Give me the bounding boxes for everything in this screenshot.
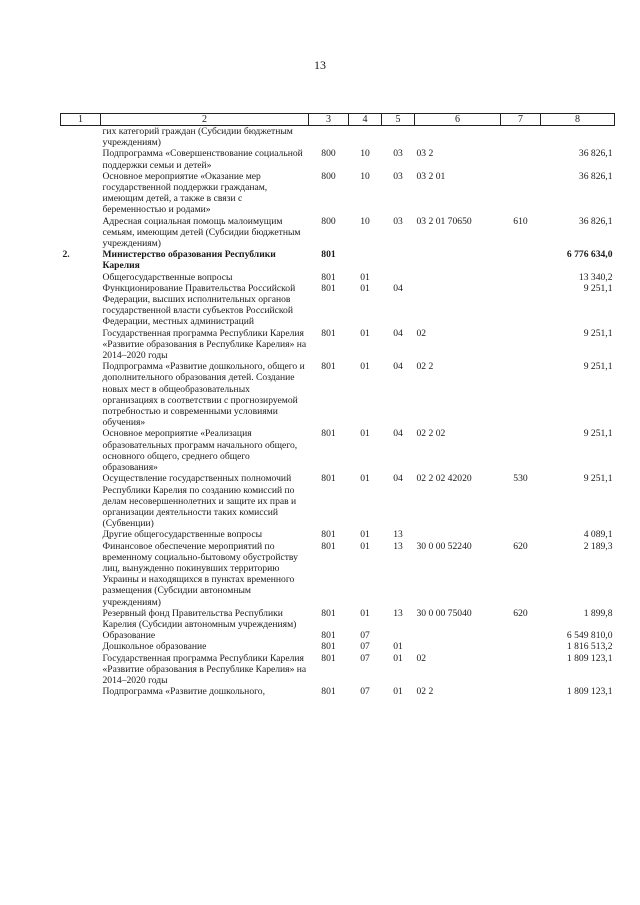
cell-c6	[415, 641, 501, 652]
cell-c1	[61, 148, 101, 170]
cell-c3: 801	[321, 327, 336, 339]
cell-c4: 07	[360, 641, 370, 653]
cell-c6	[415, 630, 501, 641]
cell-c3: 801	[321, 652, 336, 664]
cell-c3: 801	[321, 361, 336, 373]
cell-c3: 800	[321, 170, 336, 182]
cell-c7	[501, 328, 541, 362]
cell-c8: 4 089,1	[583, 529, 613, 541]
cell-c3: 801	[321, 249, 336, 261]
cell-c7	[501, 630, 541, 641]
cell-c4: 01	[360, 361, 370, 373]
cell-c8: 9 251,1	[583, 327, 613, 339]
cell-c3: 801	[321, 282, 336, 294]
cell-c4	[349, 249, 382, 271]
cell-c5: 04	[393, 361, 403, 373]
cell-c6	[415, 529, 501, 540]
cell-c7	[501, 641, 541, 652]
cell-c3: 801	[321, 529, 336, 541]
table-row	[61, 630, 615, 641]
cell-c4: 01	[360, 607, 370, 619]
cell-c8: 1 816 513,2	[566, 641, 613, 653]
cell-c6: 02 2	[416, 686, 434, 698]
cell-c6	[415, 126, 501, 149]
cell-c1	[61, 529, 101, 540]
cell-c5: 04	[393, 428, 403, 440]
cell-c2: Дошкольное образование	[102, 641, 207, 653]
cell-c7	[501, 148, 541, 170]
cell-c7	[501, 171, 541, 216]
cell-c1	[61, 171, 101, 216]
cell-c3: 801	[321, 607, 336, 619]
cell-c7: 620	[513, 607, 528, 619]
cell-c5: 01	[393, 652, 403, 664]
cell-c2: Общегосударственные вопросы	[102, 271, 233, 283]
cell-c8: 36 826,1	[578, 215, 613, 227]
cell-c1	[61, 630, 101, 641]
column-header: 8	[541, 114, 615, 126]
table-row	[61, 272, 615, 283]
cell-c7	[501, 428, 541, 473]
cell-c4: 01	[360, 529, 370, 541]
cell-c7	[501, 126, 541, 149]
table-row	[61, 361, 615, 428]
cell-c7: 620	[513, 540, 528, 552]
cell-c3: 801	[321, 271, 336, 283]
cell-c5: 04	[393, 282, 403, 294]
cell-c2: Подпрограмма «Совершенствование социальной поддержки семьи и детей»	[102, 148, 303, 171]
cell-c7	[501, 686, 541, 697]
cell-c1	[61, 126, 101, 149]
cell-c4: 01	[360, 540, 370, 552]
cell-c2: Функционирование Правительства Российской Федерации, высших исполнительных органов государственной власти субъектов Российской Федерации, местных администраций	[102, 282, 296, 328]
cell-c5: 03	[393, 215, 403, 227]
cell-c8: 1 809 123,1	[566, 686, 613, 698]
cell-c8: 6 776 634,0	[566, 249, 613, 261]
cell-c1: 2.	[62, 249, 70, 261]
cell-c6: 02 2 02 42020	[416, 473, 472, 485]
table-row	[61, 148, 615, 170]
cell-c4: 01	[360, 327, 370, 339]
cell-c7	[501, 249, 541, 271]
cell-c3: 801	[321, 428, 336, 440]
table-row	[61, 328, 615, 362]
cell-c8: 9 251,1	[583, 473, 613, 485]
cell-c6: 03 2 01 70650	[416, 215, 472, 227]
column-header: 5	[382, 114, 415, 126]
table-row	[61, 171, 615, 216]
table-row	[61, 216, 615, 250]
cell-c1	[61, 216, 101, 250]
cell-c3: 800	[321, 215, 336, 227]
cell-c6	[415, 283, 501, 328]
cell-c4: 10	[360, 215, 370, 227]
cell-c8: 2 189,3	[583, 540, 613, 552]
cell-c1	[61, 686, 101, 697]
cell-c1	[61, 608, 101, 630]
table-row	[61, 249, 615, 271]
cell-c2: Адресная социальная помощь малоимущим семьям, имеющим детей (Субсидии бюджетным учреждениям)	[102, 215, 301, 250]
table-row	[61, 126, 615, 149]
cell-c4: 07	[360, 630, 370, 642]
cell-c4: 07	[360, 686, 370, 698]
cell-c2: Государственная программа Республики Карелия «Развитие образования в Республике Карелия» на 2014–2020 годы	[102, 652, 307, 686]
cell-c7	[501, 283, 541, 328]
cell-c8: 36 826,1	[578, 148, 613, 160]
cell-c6	[415, 249, 501, 271]
cell-c1	[61, 283, 101, 328]
cell-c3: 801	[321, 630, 336, 642]
cell-c6: 30 0 00 75040	[416, 607, 472, 619]
cell-c3	[309, 126, 349, 149]
cell-c7: 610	[513, 215, 528, 227]
cell-c3: 800	[321, 148, 336, 160]
table-row	[61, 283, 615, 328]
cell-c8: 9 251,1	[583, 282, 613, 294]
cell-c5: 13	[393, 540, 403, 552]
cell-c6: 03 2 01	[416, 170, 446, 182]
table-row	[61, 641, 615, 652]
cell-c5	[382, 630, 415, 641]
table-body	[61, 126, 615, 698]
column-header: 1	[61, 114, 101, 126]
cell-c3: 801	[321, 473, 336, 485]
cell-c1	[61, 272, 101, 283]
cell-c6: 30 0 00 52240	[416, 540, 472, 552]
cell-c1	[61, 641, 101, 652]
header-row	[61, 114, 615, 126]
cell-c7	[501, 653, 541, 687]
cell-c4: 01	[360, 282, 370, 294]
cell-c2: Другие общегосударственные вопросы	[102, 529, 263, 541]
cell-c2: Осуществление государственных полномочий Республики Карелия по созданию комиссий по делам несовершеннолетних и защите их прав и организации деятельности таких комиссий (Субвенции)	[102, 473, 297, 530]
cell-c2: Резервный фонд Правительства Республики Карелия (Субсидии автономным учреждениям)	[102, 607, 297, 630]
cell-c5: 01	[393, 641, 403, 653]
cell-c5: 03	[393, 148, 403, 160]
cell-c8: 1 899,8	[583, 607, 613, 619]
cell-c2: Финансовое обеспечение мероприятий по временному социально-бытовому обустройству лиц, вынужденно покинувших территорию Украины и находящихся в пунктах временного размещения (Субсидии автономным учреждениям)	[102, 540, 298, 608]
cell-c7	[501, 361, 541, 428]
table-row	[61, 608, 615, 630]
cell-c6: 02	[416, 652, 427, 664]
cell-c2: Подпрограмма «Развитие дошкольного,	[102, 686, 266, 698]
cell-c5: 01	[393, 686, 403, 698]
column-header: 2	[101, 114, 309, 126]
table-row	[61, 428, 615, 473]
cell-c4: 01	[360, 271, 370, 283]
cell-c1	[61, 361, 101, 428]
cell-c7: 530	[513, 473, 528, 485]
table-row	[61, 541, 615, 608]
cell-c2: Образование	[102, 630, 156, 642]
cell-c1	[61, 473, 101, 529]
cell-c8: 1 809 123,1	[566, 652, 613, 664]
cell-c8	[541, 126, 615, 149]
table-header	[61, 114, 615, 126]
table-row	[61, 473, 615, 529]
cell-c4: 10	[360, 170, 370, 182]
cell-c5: 13	[393, 607, 403, 619]
cell-c8: 13 340,2	[578, 271, 613, 283]
cell-c5: 04	[393, 473, 403, 485]
cell-c5	[382, 126, 415, 149]
cell-c2: Основное мероприятие «Реализация образовательных программ начального общего, основного общего, среднего общего образования»	[102, 428, 298, 474]
cell-c3: 801	[321, 686, 336, 698]
cell-c1	[61, 428, 101, 473]
cell-c4: 07	[360, 652, 370, 664]
cell-c2: Государственная программа Республики Карелия «Развитие образования в Республике Карелия» на 2014–2020 годы	[102, 327, 307, 362]
cell-c6: 03 2	[416, 148, 434, 160]
column-header: 6	[415, 114, 501, 126]
cell-c5	[382, 249, 415, 271]
table-row	[61, 653, 615, 687]
column-header: 7	[501, 114, 541, 126]
cell-c4: 01	[360, 473, 370, 485]
budget-table	[60, 113, 615, 697]
cell-c2: Основное мероприятие «Оказание мер государственной поддержки гражданам, имеющим детей, а также в связи с беременностью и родами»	[102, 170, 268, 216]
cell-c6: 02	[416, 327, 427, 339]
cell-c8: 9 251,1	[583, 428, 613, 440]
cell-c2: Министерство образования Республики Карелия	[102, 249, 276, 272]
cell-c1	[61, 653, 101, 687]
cell-c6: 02 2	[416, 361, 434, 373]
cell-c2: Подпрограмма «Развитие дошкольного, общего и дополнительного образования детей. Создание новых мест в общеобразовательных организациях в соответствии с прогнозируемой потребностью и современными условиями обучения»	[102, 361, 305, 429]
page-number: 13	[314, 58, 326, 72]
cell-c8: 36 826,1	[578, 170, 613, 182]
cell-c6	[415, 272, 501, 283]
cell-c8: 9 251,1	[583, 361, 613, 373]
cell-c5: 03	[393, 170, 403, 182]
cell-c2: гих категорий граждан (Субсидии бюджетным учреждениям)	[102, 126, 293, 149]
cell-c8: 6 549 810,0	[566, 630, 613, 642]
cell-c3: 801	[321, 641, 336, 653]
column-header: 4	[349, 114, 382, 126]
cell-c4: 10	[360, 148, 370, 160]
cell-c7	[501, 529, 541, 540]
cell-c7	[501, 272, 541, 283]
table-row	[61, 686, 615, 697]
cell-c1	[61, 541, 101, 608]
cell-c5: 13	[393, 529, 403, 541]
column-header: 3	[309, 114, 349, 126]
cell-c4: 01	[360, 428, 370, 440]
cell-c1	[61, 328, 101, 362]
cell-c5: 04	[393, 327, 403, 339]
cell-c4	[349, 126, 382, 149]
cell-c3: 801	[321, 540, 336, 552]
cell-c6: 02 2 02	[416, 428, 446, 440]
cell-c5	[382, 272, 415, 283]
table-row	[61, 529, 615, 540]
